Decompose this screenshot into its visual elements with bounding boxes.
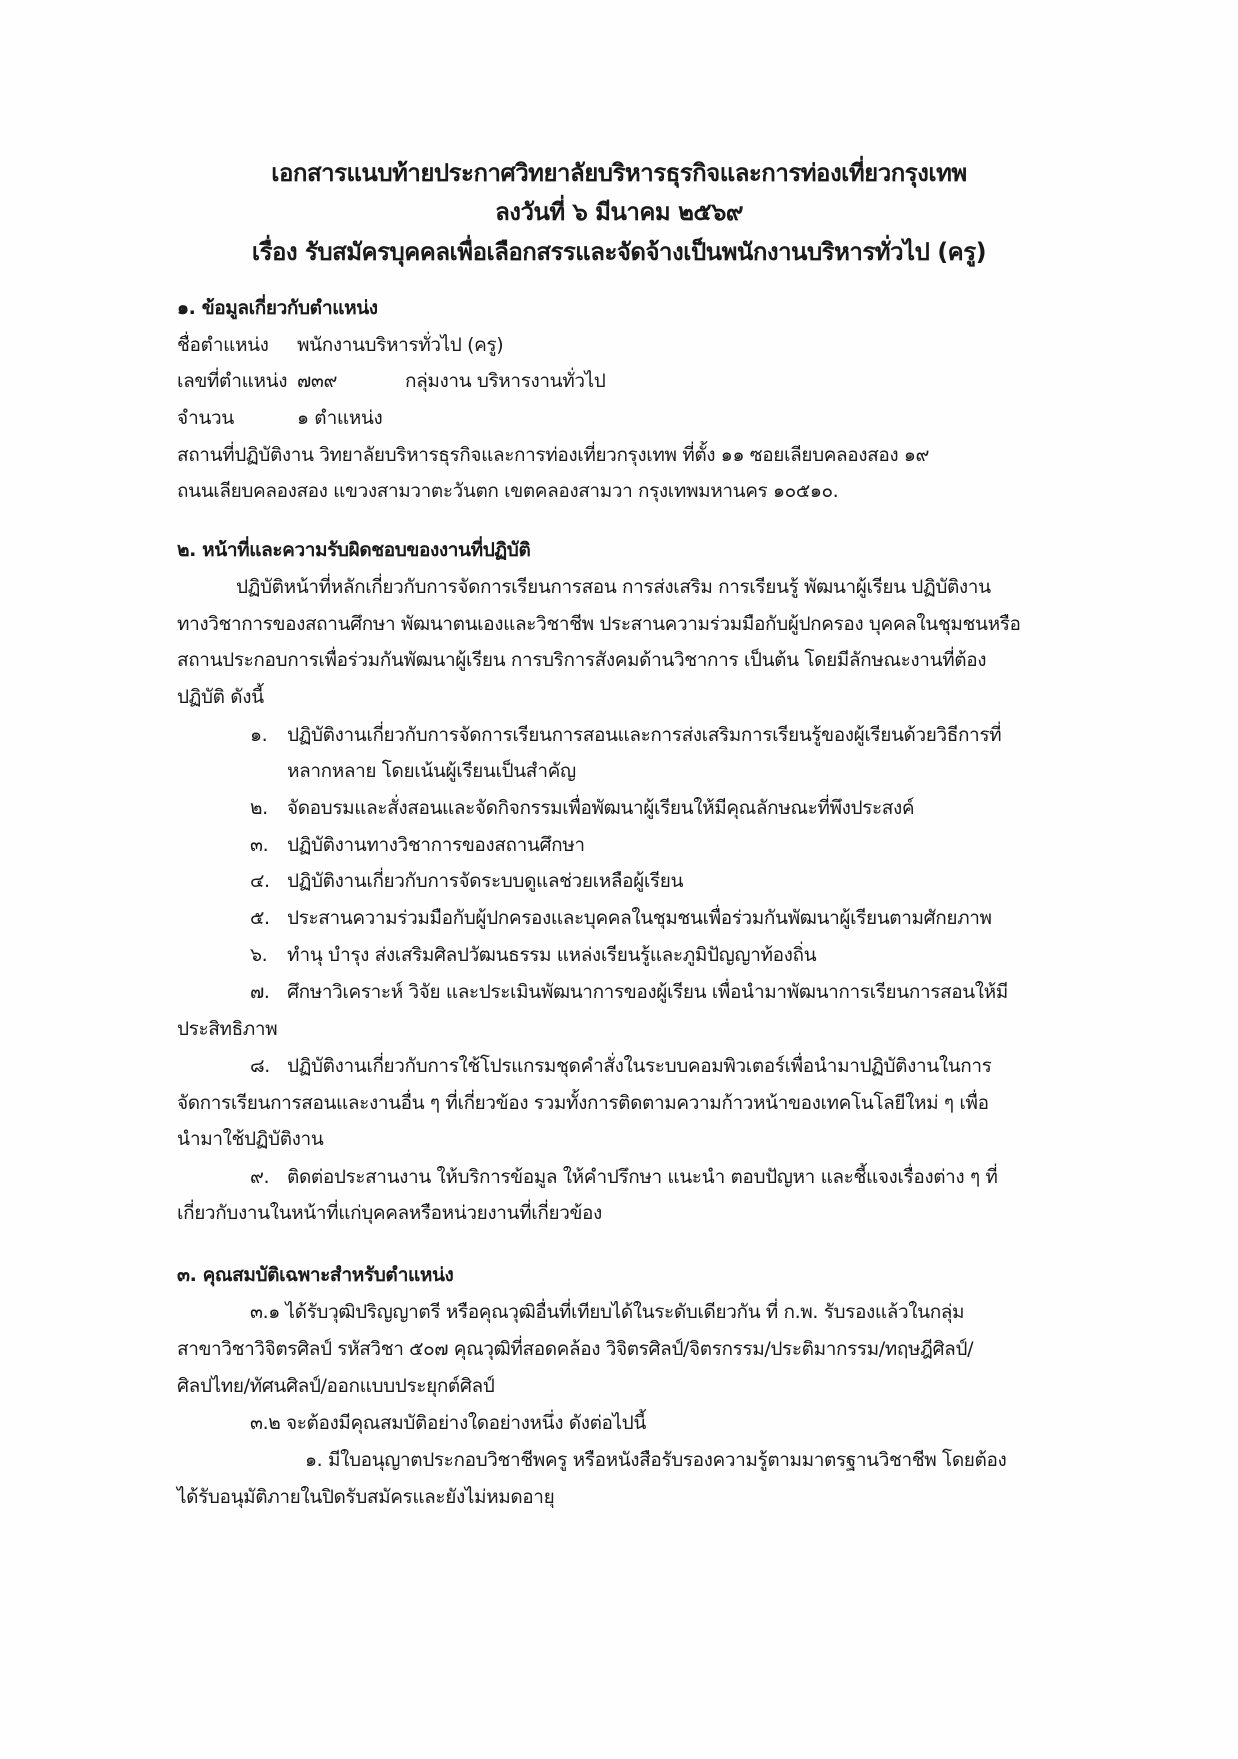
duty-item-text: นำมาใช้ปฏิบัติงาน	[177, 1128, 324, 1150]
duty-item-text: ประสานความร่วมมือกับผู้ปกครองและบุคคลในชุมชนเพื่อร่วมกันพัฒนาผู้เรียนตามศักยภาพ	[287, 907, 992, 929]
duty-item-text: ปฏิบัติงานเกี่ยวกับการใช้โปรแกรมชุดคำสั่งในระบบคอมพิวเตอร์เพื่อนำมาปฏิบัติงานในการ	[287, 1055, 992, 1077]
section-1-heading: ๑. ข้อมูลเกี่ยวกับตำแหน่ง	[177, 297, 378, 319]
duty-item-text: หลากหลาย โดยเน้นผู้เรียนเป็นสำคัญ	[287, 760, 576, 782]
duty-item-text: ติดต่อประสานงาน ให้บริการข้อมูล ให้คำปรึกษา แนะนำ ตอบปัญหา และชี้แจงเรื่องต่าง ๆ ที่	[287, 1166, 998, 1188]
section-2-heading: ๒. หน้าที่และความรับผิดชอบของงานที่ปฏิบัติ	[177, 539, 531, 561]
position-no-label: เลขที่ตำแหน่ง	[177, 370, 288, 392]
duty-item-number: ๒.	[250, 797, 268, 819]
duty-item-text: ทำนุ บำรุง ส่งเสริมศิลปวัฒนธรรม แหล่งเรียนรู้และภูมิปัญญาท้องถิ่น	[287, 944, 817, 966]
section-2-intro-line: ปฏิบัติหน้าที่หลักเกี่ยวกับการจัดการเรียนการสอน การส่งเสริม การเรียนรู้ พัฒนาผู้เรียน ปฏิบัติงาน	[236, 576, 991, 598]
document-title: เอกสารแนบท้ายประกาศวิทยาลัยบริหารธุรกิจและการท่องเที่ยวกรุงเทพ	[271, 159, 967, 187]
qualification-3-1-line: ศิลปไทย/ทัศนศิลป์/ออกแบบประยุกต์ศิลป์	[177, 1375, 495, 1397]
duty-item-number: ๗.	[250, 981, 270, 1003]
qualification-3-2-item: ๑. มีใบอนุญาตประกอบวิชาชีพครู หรือหนังสือรับรองความรู้ตามมาตรฐานวิชาชีพ โดยต้อง	[305, 1449, 1007, 1471]
duty-item-number: ๓.	[250, 834, 269, 856]
section-2-intro-line: ทางวิชาการของสถานศึกษา พัฒนาตนเองและวิชาชีพ ประสานความร่วมมือกับผู้ปกครอง บุคคลในชุมชนหรือ	[177, 613, 1021, 635]
position-name-label: ชื่อตำแหน่ง	[177, 334, 269, 356]
count-value: ๑ ตำแหน่ง	[297, 407, 383, 429]
document-subject: เรื่อง รับสมัครบุคคลเพื่อเลือกสรรและจัดจ้างเป็นพนักงานบริหารทั่วไป (ครู)	[251, 238, 987, 266]
qualification-3-1-line: ๓.๑ ได้รับวุฒิปริญญาตรี หรือคุณวุฒิอื่นที่เทียบได้ในระดับเดียวกัน ที่ ก.พ. รับรองแล้วในกลุ่ม	[250, 1301, 965, 1323]
section-2-intro-line: ปฏิบัติ ดังนี้	[177, 686, 264, 708]
location-line-2: ถนนเลียบคลองสอง แขวงสามวาตะวันตก เขตคลองสามวา กรุงเทพมหานคร ๑๐๕๑๐.	[177, 480, 839, 502]
qualification-3-1-line: สาขาวิชาวิจิตรศิลป์ รหัสวิชา ๕๐๗ คุณวุฒิที่สอดคล้อง วิจิตรศิลป์/จิตรกรรม/ประติมากรรม/ทฤษฎีศิลป์/	[177, 1338, 974, 1360]
duty-item-text: ปฏิบัติงานเกี่ยวกับการจัดระบบดูแลช่วยเหลือผู้เรียน	[287, 870, 684, 892]
duty-item-text: ปฏิบัติงานทางวิชาการของสถานศึกษา	[287, 834, 585, 856]
position-no-value: ๗๓๙	[297, 370, 337, 392]
qualification-3-2-item: ได้รับอนุมัติภายในปิดรับสมัครและยังไม่หมดอายุ	[177, 1486, 555, 1508]
duty-item-text: ศึกษาวิเคราะห์ วิจัย และประเมินพัฒนาการของผู้เรียน เพื่อนำมาพัฒนาการเรียนการสอนให้มี	[287, 981, 1008, 1003]
duty-item-number: ๔.	[250, 870, 270, 892]
qualification-3-2-heading: ๓.๒ จะต้องมีคุณสมบัติอย่างใดอย่างหนึ่ง ดังต่อไปนี้	[250, 1412, 646, 1434]
position-name-value: พนักงานบริหารทั่วไป (ครู)	[297, 334, 504, 356]
duty-item-text: ปฏิบัติงานเกี่ยวกับการจัดการเรียนการสอนและการส่งเสริมการเรียนรู้ของผู้เรียนด้วยวิธีการที่	[287, 724, 1002, 746]
duty-item-number: ๘.	[250, 1055, 270, 1077]
duty-item-number: ๕.	[250, 907, 270, 929]
duty-item-number: ๑.	[250, 724, 268, 746]
document-date: ลงวันที่ ๖ มีนาคม ๒๕๖๙	[495, 198, 743, 226]
duty-item-text: จัดอบรมและสั่งสอนและจัดกิจกรรมเพื่อพัฒนาผู้เรียนให้มีคุณลักษณะที่พึงประสงค์	[287, 797, 915, 819]
duty-item-number: ๖.	[250, 944, 268, 966]
section-2-intro-line: สถานประกอบการเพื่อร่วมกันพัฒนาผู้เรียน การบริการสังคมด้านวิชาการ เป็นต้น โดยมีลักษณะงานที่ต้อง	[177, 649, 987, 671]
count-label: จำนวน	[177, 407, 234, 429]
duty-item-number: ๙.	[250, 1166, 270, 1188]
section-3-heading: ๓. คุณสมบัติเฉพาะสำหรับตำแหน่ง	[177, 1264, 454, 1286]
duty-item-text: เกี่ยวกับงานในหน้าที่แก่บุคคลหรือหน่วยงานที่เกี่ยวข้อง	[177, 1202, 602, 1224]
location-line-1: สถานที่ปฏิบัติงาน วิทยาลัยบริหารธุรกิจและการท่องเที่ยวกรุงเทพ ที่ตั้ง ๑๑ ซอยเลียบคลองสอง ๑๙	[177, 444, 930, 466]
duty-item-text: จัดการเรียนการสอนและงานอื่น ๆ ที่เกี่ยวข้อง รวมทั้งการติดตามความก้าวหน้าของเทคโนโลยีใหม่ ๆ เพื่อ	[177, 1092, 989, 1114]
duty-item-text: ประสิทธิภาพ	[177, 1018, 278, 1040]
work-group: กลุ่มงาน บริหารงานทั่วไป	[405, 370, 606, 392]
